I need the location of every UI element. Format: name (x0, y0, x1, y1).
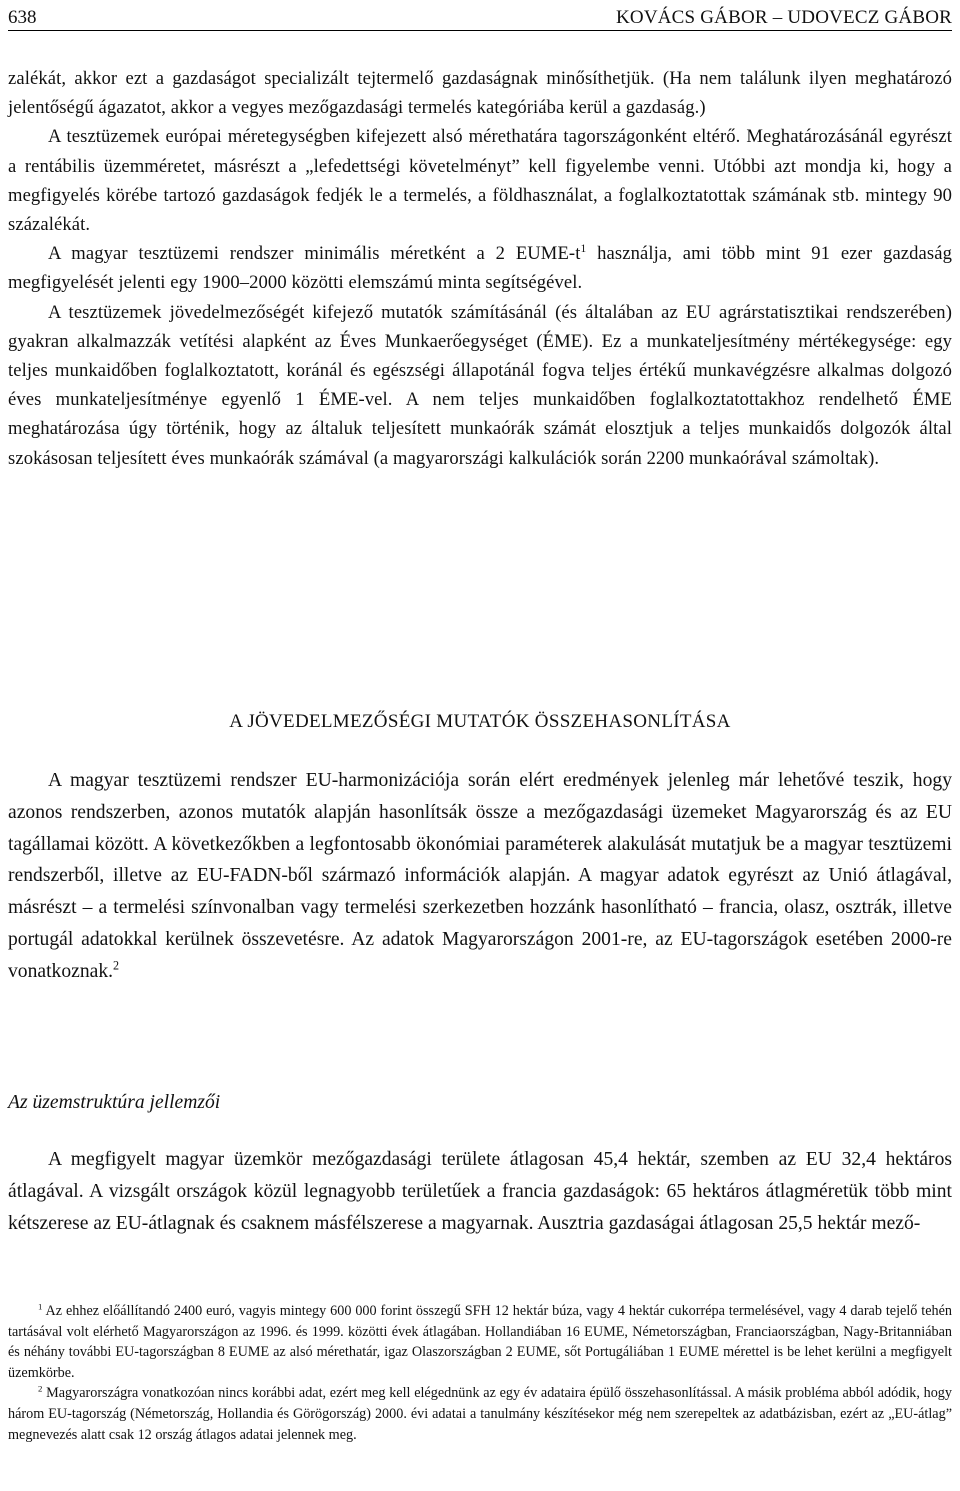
running-head-authors: KOVÁCS GÁBOR – UDOVECZ GÁBOR (615, 7, 952, 28)
paragraph-lower-size-limit: A tesztüzemek európai méretegységben kifejezett alsó mérethatára tagországonként eltérő. Meghatározásánál egyrészt a rentábilis üzemméretet, másrészt a „lefedettségi követelményt” kell figyelembe venni. Utóbbi azt mondja ki, hogy a megfigyelés körébe tartozó gazdaságok fedjék le a termelés, a földhasználat, a foglalkoztatottak számának stb. mintegy 90 százalékát. (8, 126, 952, 236)
footnote-text: Magyarországra vonatkozóan nincs korábbi adat, ezért meg kell elégednünk az egy év adataira épülő összehasonlítással. A másik probléma abból adódik, hogy három EU-tagország (Németország, Hollandia és Görögország) 2000. évi adatai a tanulmány készítésekor még nem szerepeltek az adatbázisban, ezért az „EU-átlag” megnevezés alatt csak 12 ország átlagos adatai jelennek meg. (8, 1385, 952, 1443)
footnote-ref-2[interactable]: 2 (113, 958, 120, 973)
footnote-2 (8, 1383, 952, 1445)
footnote-mark-1: 1 (38, 1301, 43, 1312)
page-number: 638 (8, 7, 37, 28)
footnote-ref-1[interactable]: 1 (580, 243, 587, 256)
paragraph-text: A magyar tesztüzemi rendszer minimális méretként a 2 EUME-t (48, 243, 581, 265)
paragraph-hungarian-minimum (8, 239, 952, 297)
paragraph-continuation: zalékát, akkor ezt a gazdaságot specializált tejtermelő gazdaságnak minősíthetjük. (Ha nem találunk ilyen meghatározó jelentőségű ágazatot, akkor a vegyes mezőgazdasági termelés kategóriába kerül a gazdaság.) (8, 68, 952, 119)
subsection-heading: Az üzemstruktúra jellemzői (8, 1092, 221, 1113)
running-head (8, 4, 952, 31)
body-section-1 (8, 64, 952, 473)
footnote-1 (8, 1301, 952, 1383)
footnotes (8, 1301, 952, 1445)
paragraph-text: A magyar tesztüzemi rendszer EU-harmonizációja során elért eredmények jelenleg már lehetővé teszik, hogy azonos rendszerben, azonos mutatók alapján hasonlítsák össze a mezőgazdasági üzemeket Magyarország és az EU tagállamai között. A következőkben a legfontosabb ökonómiai paraméterek alakulását mutatjuk be a magyar tesztüzemi rendszerből, illetve az EU-FADN-ből származó információk alapján. A magyar adatok egyrészt az Unió átlagával, másrészt – a termelési színvonalban vagy termelési szerkezetben hozzánk hasonlítható – francia, olasz, osztrák, illetve portugál adatokkal kerülnek összevetésre. Az adatok Magyarországon 2001-re, az EU-tagországok esetében 2000-re vonatkoznak. (8, 770, 952, 982)
footnote-mark-2: 2 (38, 1383, 43, 1394)
body-section-3 (8, 1144, 952, 1239)
body-section-2 (8, 765, 952, 988)
paragraph-text: használja, ami több mint 91 ezer gazdaság megfigyelését jelenti egy 1900–2000 közötti elemszámú minta segítségével. (8, 243, 952, 294)
paragraph-comparison-intro (8, 765, 952, 988)
paragraph-annual-work-unit: A tesztüzemek jövedelmezőségét kifejező mutatók számításánál (és általában az EU agrárstatisztikai rendszerében) gyakran alkalmazzák vetítési alapként az Éves Munkaerőegységet (ÉME). Ez a munkateljesítmény mértékegysége: egy teljes munkaidőben foglalkoztatott, koránál és egészségi állapotánál fogva teljes értékű munkavégzésre alkalmas dolgozó éves munkateljesítménye egyenlő 1 ÉME-vel. A nem teljes munkaidőben foglalkoztatottakhoz rendelhető ÉME meghatározása úgy történik, hogy az általuk teljesített munkaórák számát elosztjuk a teljes munkaidős dolgozók által szokásosan teljesített éves munkaórák számával (a magyarországi kalkulációk során 2200 munkaórával számoltak). (8, 301, 952, 469)
footnote-text: Az ehhez előállítandó 2400 euró, vagyis mintegy 600 000 forint összegű SFH 12 hektár búza, vagy 4 hektár cukorrépa termelésével, vagy 4 darab tejelő tehén tartásával volt elérhető Magyarországon az 1996. és 1999. közötti évek átlagában. Hollandiában 16 EUME, Németországban, Franciaországban, Nagy-Britanniában és néhány további EU-tagországban 8 EUME az alsó mérethatár, igaz Olaszországban 2 EUME, sőt Portugáliában 1 EUME mérettel is be lehet kerülni a megfigyelt üzemkörbe. (8, 1303, 952, 1381)
section-heading: A JÖVEDELMEZŐSÉGI MUTATÓK ÖSSZEHASONLÍTÁSA (229, 711, 731, 732)
paragraph-farm-structure: A megfigyelt magyar üzemkör mezőgazdasági területe átlagosan 45,4 hektár, szemben az EU 32,4 hektáros átlagával. A vizsgált országok közül legnagyobb területűek a francia gazdaságok: 65 hektáros átlagméretük több mint kétszerese az EU-átlagnak és csaknem másfélszerese a magyarnak. Ausztria gazdaságai átlagosan 25,5 hektár mező- (8, 1149, 952, 1234)
